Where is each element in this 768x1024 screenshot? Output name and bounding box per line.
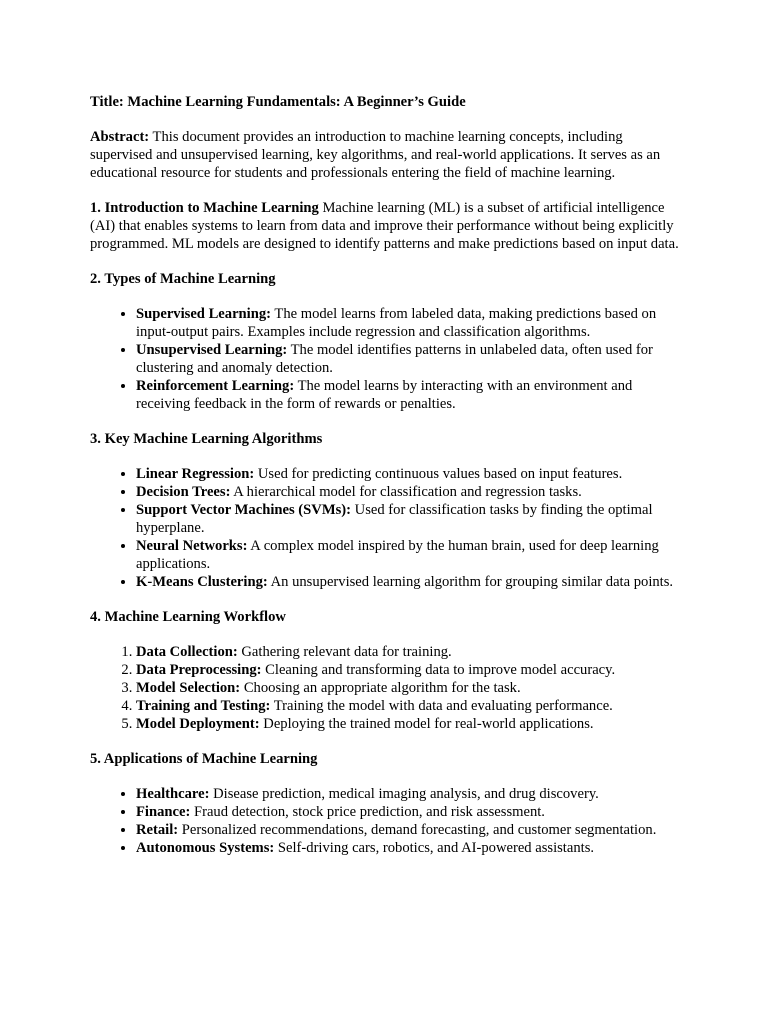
list-item-term: Retail: (136, 822, 179, 838)
list-item-text: An unsupervised learning algorithm for grouping similar data points. (267, 574, 674, 590)
list-item-term: Model Deployment: (136, 716, 260, 732)
abstract-paragraph (90, 128, 680, 182)
list-item (136, 785, 680, 803)
list-item-text: The model identifies patterns in unlabeled data, often used for clustering and anomaly detection. (136, 342, 653, 376)
list-item-term: Data Preprocessing: (136, 662, 262, 678)
list-item (136, 839, 680, 857)
list-item-term: Decision Trees: (136, 484, 231, 500)
section-3-heading: 3. Key Machine Learning Algorithms (90, 431, 323, 447)
section-3-list (90, 465, 680, 591)
list-item-text: Training the model with data and evaluating performance. (270, 698, 613, 714)
list-item (136, 537, 680, 573)
list-item-term: Training and Testing: (136, 698, 271, 714)
list-item (136, 821, 680, 839)
section-5-list (90, 785, 680, 857)
list-item (136, 715, 680, 733)
list-item-term: Model Selection: (136, 680, 241, 696)
list-item (136, 679, 680, 697)
list-item-text: The model learns from labeled data, making predictions based on input-output pairs. Examples include regression and classification algorithms. (136, 306, 657, 340)
list-item (136, 305, 680, 341)
list-item (136, 643, 680, 661)
list-item-term: Neural Networks: (136, 538, 248, 554)
list-item-term: Data Collection: (136, 644, 238, 660)
list-item-text: Fraud detection, stock price prediction, and risk assessment. (190, 804, 545, 820)
list-item-term: Support Vector Machines (SVMs): (136, 502, 351, 518)
section-1-text: Machine learning (ML) is a subset of artificial intelligence (AI) that enables systems to learn from data and improve their performance without being explicitly programmed. ML models are designed to identify patterns and make predictions based on input data. (90, 200, 679, 252)
document-title: Title: Machine Learning Fundamentals: A Beginner’s Guide (90, 94, 466, 110)
section-1-paragraph (90, 199, 680, 253)
list-item (136, 697, 680, 715)
list-item-text: Self-driving cars, robotics, and AI-powered assistants. (274, 840, 595, 856)
list-item-term: Linear Regression: (136, 466, 255, 482)
list-item-text: A complex model inspired by the human brain, used for deep learning applications. (136, 538, 659, 572)
list-item (136, 341, 680, 377)
section-4-list (90, 643, 680, 733)
list-item-text: Choosing an appropriate algorithm for the task. (240, 680, 521, 696)
list-item-text: Used for predicting continuous values based on input features. (254, 466, 623, 482)
section-4-heading: 4. Machine Learning Workflow (90, 609, 286, 625)
list-item-term: Reinforcement Learning: (136, 378, 295, 394)
list-item-term: Finance: (136, 804, 191, 820)
list-item-text: Disease prediction, medical imaging analysis, and drug discovery. (209, 786, 599, 802)
list-item-text: Used for classification tasks by finding the optimal hyperplane. (136, 502, 653, 536)
list-item-text: Gathering relevant data for training. (237, 644, 452, 660)
list-item (136, 661, 680, 679)
list-item-term: Unsupervised Learning: (136, 342, 288, 358)
list-item-text: Personalized recommendations, demand forecasting, and customer segmentation. (178, 822, 657, 838)
list-item-term: Healthcare: (136, 786, 210, 802)
list-item-term: Autonomous Systems: (136, 840, 275, 856)
list-item (136, 377, 680, 413)
list-item-term: K-Means Clustering: (136, 574, 268, 590)
abstract-text: This document provides an introduction to machine learning concepts, including supervised and unsupervised learning, key algorithms, and real-world applications. It serves as an educational resource for students and professionals entering the field of machine learning. (90, 129, 661, 181)
list-item (136, 501, 680, 537)
list-item-text: The model learns by interacting with an environment and receiving feedback in the form of rewards or penalties. (136, 378, 633, 412)
abstract-label: Abstract: (90, 129, 150, 145)
list-item-text: A hierarchical model for classification and regression tasks. (230, 484, 582, 500)
section-2-heading: 2. Types of Machine Learning (90, 271, 276, 287)
section-5-heading: 5. Applications of Machine Learning (90, 751, 318, 767)
list-item-term: Supervised Learning: (136, 306, 272, 322)
list-item-text: Deploying the trained model for real-world applications. (259, 716, 594, 732)
list-item (136, 483, 680, 501)
list-item (136, 573, 680, 591)
section-1-heading: 1. Introduction to Machine Learning (90, 200, 319, 216)
list-item (136, 465, 680, 483)
section-2-list (90, 305, 680, 413)
list-item (136, 803, 680, 821)
list-item-text: Cleaning and transforming data to improve model accuracy. (261, 662, 616, 678)
